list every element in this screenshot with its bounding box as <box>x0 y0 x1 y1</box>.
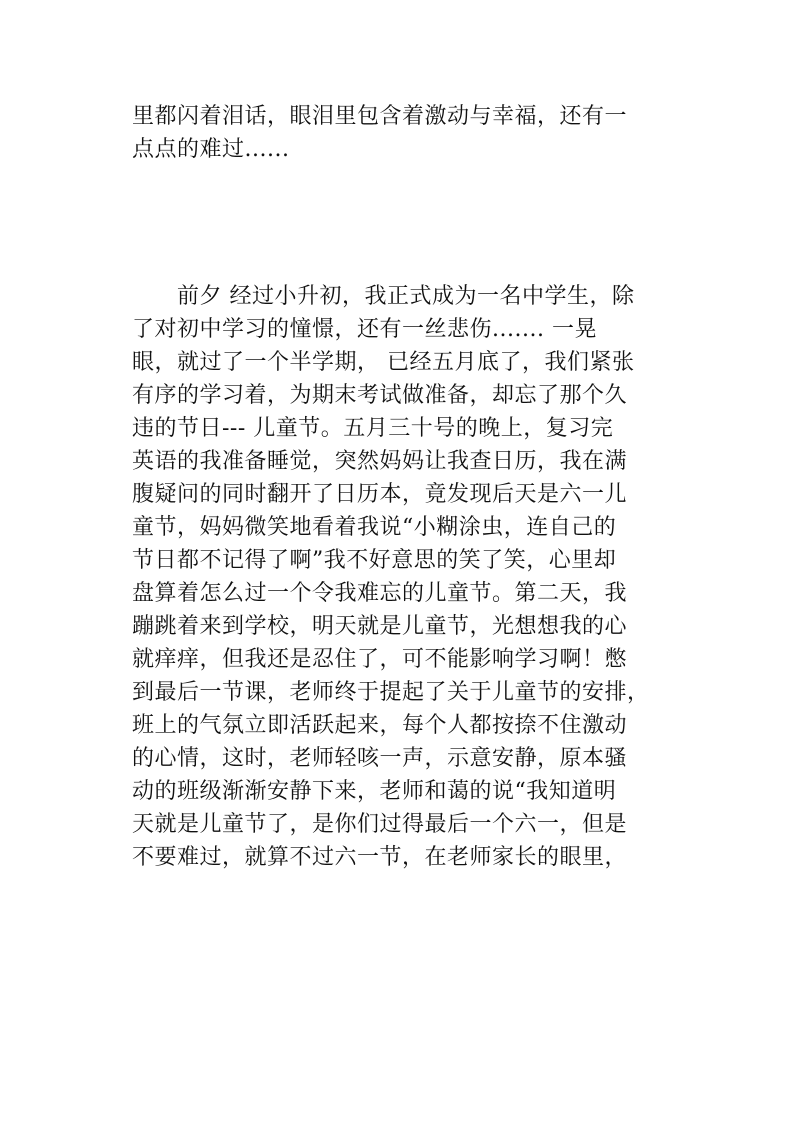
text-line: 违的节日--- 儿童节。五月三十号的晚上，复习完 <box>132 416 614 441</box>
text-line: 到最后一节课，老师终于提起了关于儿童节的安排， <box>132 680 650 705</box>
text-line: 蹦跳着来到学校，明天就是儿童节，光想想我的心 <box>132 614 628 639</box>
text-line: 腹疑问的同时翻开了日历本，竟发现后天是六一儿 <box>132 482 628 507</box>
text-line: 眼，就过了一个半学期， 已经五月底了，我们紧张 <box>132 350 635 375</box>
text-line: 有序的学习着，为期末考试做准备，却忘了那个久 <box>132 383 628 408</box>
text-line: 节日都不记得了啊”我不好意思的笑了笑，心里却 <box>132 548 617 573</box>
text-line: 天就是儿童节了，是你们过得最后一个六一，但是 <box>132 812 628 837</box>
paragraph-continued <box>132 100 672 166</box>
text-line: 就痒痒，但我还是忍住了，可不能影响学习啊！憋 <box>132 647 628 672</box>
text-line: 动的班级渐渐安静下来，老师和蔼的说“我知道明 <box>132 779 617 804</box>
text-line: 英语的我准备睡觉，突然妈妈让我查日历，我在满 <box>132 449 628 474</box>
text-line: 班上的气氛立即活跃起来，每个人都按捺不住激动 <box>132 713 628 738</box>
paragraph-main <box>132 280 672 874</box>
text-line: 不要难过，就算不过六一节，在老师家长的眼里， <box>132 845 628 870</box>
text-line: 盘算着怎么过一个令我难忘的儿童节。第二天，我 <box>132 581 628 606</box>
text-line: 点点的难过...... <box>132 137 290 162</box>
text-line: 童节，妈妈微笑地看着我说“小糊涂虫，连自己的 <box>132 515 617 540</box>
text-line: 里都闪着泪话，眼泪里包含着激动与幸福，还有一 <box>132 104 628 129</box>
text-line: 的心情，这时，老师轻咳一声，示意安静，原本骚 <box>132 746 628 771</box>
text-line: 前夕 经过小升初，我正式成为一名中学生，除 <box>132 284 635 309</box>
text-line: 了对初中学习的憧憬，还有一丝悲伤....... 一晃 <box>132 317 597 342</box>
